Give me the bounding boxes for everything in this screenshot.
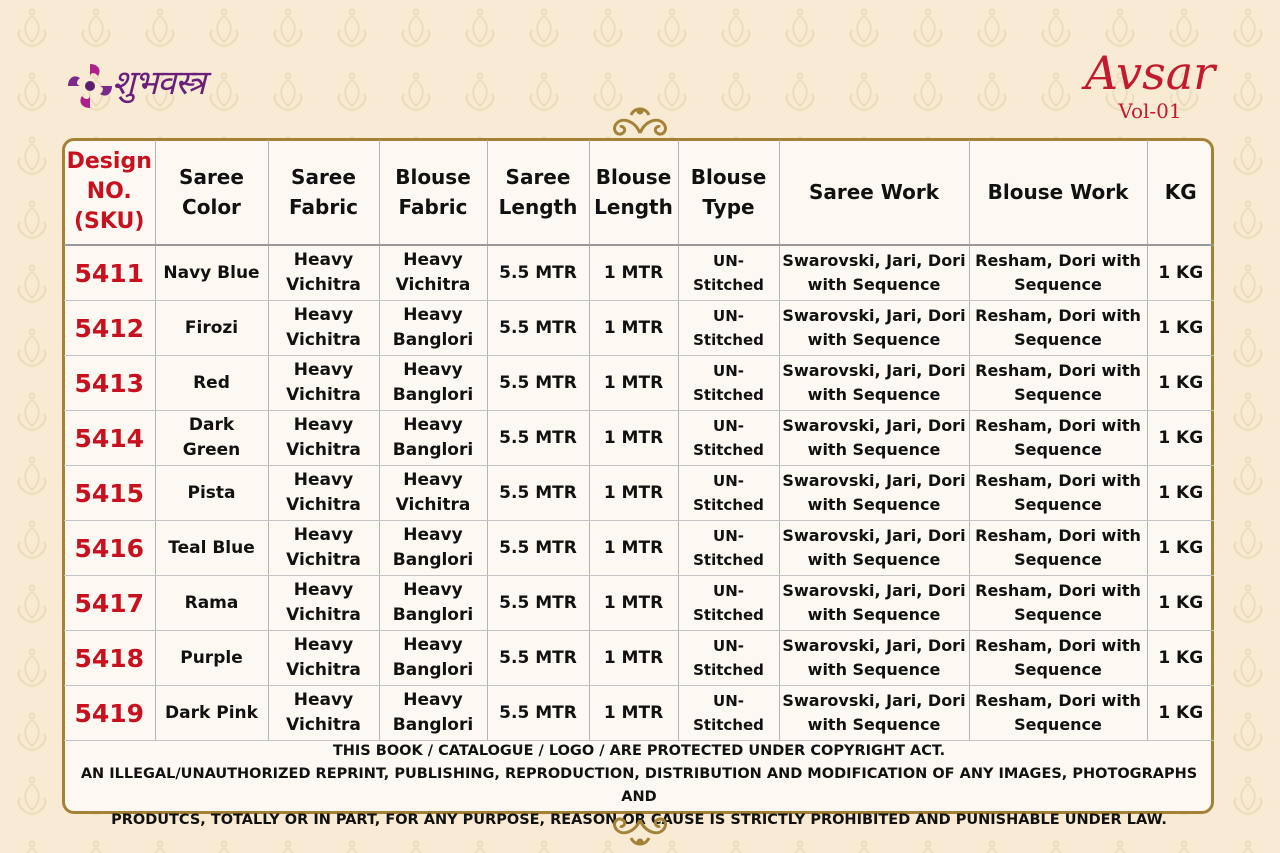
saree-color-cell: Rama (155, 576, 268, 631)
table-row (64, 411, 1214, 466)
saree-color-cell: Dark Pink (155, 686, 268, 741)
header-saree-fabric: Saree Fabric (268, 140, 379, 245)
blouse-work-cell: Resham, Dori with Sequence (969, 466, 1147, 521)
kg-cell: 1 KG (1147, 245, 1214, 301)
saree-fabric-cell: Heavy Vichitra (268, 631, 379, 686)
sku-cell: 5412 (64, 301, 155, 356)
blouse-type-cell: UN- Stitched (678, 466, 779, 521)
table-row (64, 356, 1214, 411)
table-header-row (64, 140, 1214, 245)
kg-cell: 1 KG (1147, 411, 1214, 466)
kg-cell: 1 KG (1147, 521, 1214, 576)
saree-color-cell: Navy Blue (155, 245, 268, 301)
saree-length-cell: 5.5 MTR (487, 411, 589, 466)
blouse-work-cell: Resham, Dori with Sequence (969, 245, 1147, 301)
saree-fabric-cell: Heavy Vichitra (268, 245, 379, 301)
ornament-scroll-icon (605, 103, 675, 141)
table-row (64, 466, 1214, 521)
blouse-work-cell: Resham, Dori with Sequence (969, 521, 1147, 576)
blouse-length-cell: 1 MTR (589, 301, 678, 356)
table-row (64, 521, 1214, 576)
table-row (64, 631, 1214, 686)
table-row (64, 576, 1214, 631)
saree-length-cell: 5.5 MTR (487, 631, 589, 686)
blouse-work-cell: Resham, Dori with Sequence (969, 576, 1147, 631)
blouse-work-cell: Resham, Dori with Sequence (969, 686, 1147, 741)
sku-cell: 5418 (64, 631, 155, 686)
saree-work-cell: Swarovski, Jari, Dori with Sequence (779, 245, 969, 301)
blouse-length-cell: 1 MTR (589, 411, 678, 466)
header-blouse-work: Blouse Work (969, 140, 1147, 245)
saree-length-cell: 5.5 MTR (487, 301, 589, 356)
header-saree-length: Saree Length (487, 140, 589, 245)
blouse-work-cell: Resham, Dori with Sequence (969, 356, 1147, 411)
saree-length-cell: 5.5 MTR (487, 686, 589, 741)
saree-fabric-cell: Heavy Vichitra (268, 466, 379, 521)
sku-cell: 5411 (64, 245, 155, 301)
copyright-line: PRODUTCS, TOTALLY OR IN PART, FOR ANY PURPOSE, REASON OR CAUSE IS STRICTLY PROHIBITED AND PUNISHABLE UNDER LAW. (111, 812, 1167, 828)
blouse-type-cell: UN- Stitched (678, 411, 779, 466)
saree-color-cell: Red (155, 356, 268, 411)
blouse-type-cell: UN- Stitched (678, 686, 779, 741)
sku-cell: 5416 (64, 521, 155, 576)
saree-fabric-cell: Heavy Vichitra (268, 356, 379, 411)
kg-cell: 1 KG (1147, 301, 1214, 356)
header-blouse-type: Blouse Type (678, 140, 779, 245)
saree-length-cell: 5.5 MTR (487, 466, 589, 521)
saree-length-cell: 5.5 MTR (487, 521, 589, 576)
blouse-type-cell: UN- Stitched (678, 576, 779, 631)
blouse-fabric-cell: Heavy Banglori (379, 576, 487, 631)
saree-color-cell: Teal Blue (155, 521, 268, 576)
saree-fabric-cell: Heavy Vichitra (268, 576, 379, 631)
saree-color-cell: Dark Green (155, 411, 268, 466)
blouse-work-cell: Resham, Dori with Sequence (969, 631, 1147, 686)
header-saree-work: Saree Work (779, 140, 969, 245)
saree-work-cell: Swarovski, Jari, Dori with Sequence (779, 521, 969, 576)
collection-title (1060, 46, 1240, 122)
blouse-length-cell: 1 MTR (589, 356, 678, 411)
saree-work-cell: Swarovski, Jari, Dori with Sequence (779, 631, 969, 686)
saree-fabric-cell: Heavy Vichitra (268, 521, 379, 576)
product-spec-table (64, 140, 1214, 741)
blouse-fabric-cell: Heavy Banglori (379, 631, 487, 686)
table-row (64, 245, 1214, 301)
sku-cell: 5415 (64, 466, 155, 521)
saree-work-cell: Swarovski, Jari, Dori with Sequence (779, 576, 969, 631)
blouse-fabric-cell: Heavy Vichitra (379, 245, 487, 301)
header-design-no: Design NO. (SKU) (64, 140, 155, 245)
header-blouse-fabric: Blouse Fabric (379, 140, 487, 245)
blouse-length-cell: 1 MTR (589, 631, 678, 686)
swastik-logo-icon (62, 58, 118, 114)
saree-length-cell: 5.5 MTR (487, 356, 589, 411)
blouse-length-cell: 1 MTR (589, 686, 678, 741)
saree-work-cell: Swarovski, Jari, Dori with Sequence (779, 301, 969, 356)
saree-work-cell: Swarovski, Jari, Dori with Sequence (779, 411, 969, 466)
saree-work-cell: Swarovski, Jari, Dori with Sequence (779, 466, 969, 521)
blouse-type-cell: UN- Stitched (678, 245, 779, 301)
sku-cell: 5414 (64, 411, 155, 466)
saree-length-cell: 5.5 MTR (487, 576, 589, 631)
kg-cell: 1 KG (1147, 686, 1214, 741)
blouse-work-cell: Resham, Dori with Sequence (969, 411, 1147, 466)
blouse-fabric-cell: Heavy Vichitra (379, 466, 487, 521)
blouse-work-cell: Resham, Dori with Sequence (969, 301, 1147, 356)
header-blouse-length: Blouse Length (589, 140, 678, 245)
saree-color-cell: Purple (155, 631, 268, 686)
saree-work-cell: Swarovski, Jari, Dori with Sequence (779, 686, 969, 741)
table-row (64, 301, 1214, 356)
kg-cell: 1 KG (1147, 356, 1214, 411)
saree-work-cell: Swarovski, Jari, Dori with Sequence (779, 356, 969, 411)
kg-cell: 1 KG (1147, 576, 1214, 631)
blouse-type-cell: UN- Stitched (678, 356, 779, 411)
ornament-scroll-icon (605, 812, 675, 850)
blouse-type-cell: UN- Stitched (678, 631, 779, 686)
blouse-type-cell: UN- Stitched (678, 521, 779, 576)
blouse-type-cell: UN- Stitched (678, 301, 779, 356)
sku-cell: 5413 (64, 356, 155, 411)
collection-volume: Vol-01 (1118, 99, 1182, 123)
saree-color-cell: Firozi (155, 301, 268, 356)
brand-logo-text: शुभवस्त्र (112, 63, 205, 103)
copyright-line: AN ILLEGAL/UNAUTHORIZED REPRINT, PUBLISHING, REPRODUCTION, DISTRIBUTION AND MODIFICATION OF ANY IMAGES, PHOTOGRAPHS AND (80, 766, 1198, 805)
blouse-fabric-cell: Heavy Banglori (379, 686, 487, 741)
blouse-length-cell: 1 MTR (589, 576, 678, 631)
header-kg: KG (1147, 140, 1214, 245)
saree-color-cell: Pista (155, 466, 268, 521)
kg-cell: 1 KG (1147, 631, 1214, 686)
kg-cell: 1 KG (1147, 466, 1214, 521)
saree-fabric-cell: Heavy Vichitra (268, 686, 379, 741)
saree-fabric-cell: Heavy Vichitra (268, 301, 379, 356)
blouse-fabric-cell: Heavy Banglori (379, 411, 487, 466)
blouse-length-cell: 1 MTR (589, 521, 678, 576)
header-saree-color: Saree Color (155, 140, 268, 245)
sku-cell: 5419 (64, 686, 155, 741)
saree-fabric-cell: Heavy Vichitra (268, 411, 379, 466)
blouse-length-cell: 1 MTR (589, 245, 678, 301)
saree-length-cell: 5.5 MTR (487, 245, 589, 301)
copyright-line: THIS BOOK / CATALOGUE / LOGO / ARE PROTECTED UNDER COPYRIGHT ACT. (332, 743, 946, 759)
blouse-length-cell: 1 MTR (589, 466, 678, 521)
collection-name: Avsar (1084, 46, 1216, 100)
table-row (64, 686, 1214, 741)
blouse-fabric-cell: Heavy Banglori (379, 301, 487, 356)
blouse-fabric-cell: Heavy Banglori (379, 521, 487, 576)
sku-cell: 5417 (64, 576, 155, 631)
blouse-fabric-cell: Heavy Banglori (379, 356, 487, 411)
